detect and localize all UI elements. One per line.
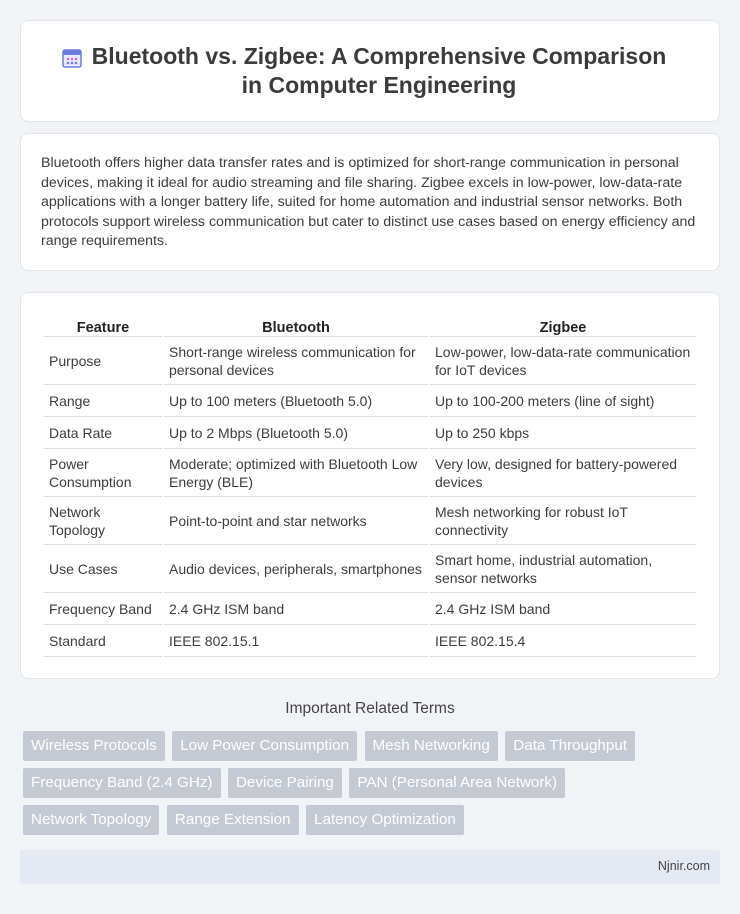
table-cell: Audio devices, peripherals, smartphones [164, 547, 428, 593]
table-cell: Short-range wireless communication for personal devices [164, 339, 428, 385]
table-cell: Low-power, low-data-rate communication for IoT devices [430, 339, 696, 385]
related-term-tag[interactable]: Mesh Networking [365, 731, 498, 761]
table-cell: IEEE 802.15.1 [164, 627, 428, 657]
table-cell: Moderate; optimized with Bluetooth Low Energy (BLE) [164, 451, 428, 497]
related-term-tag[interactable]: Wireless Protocols [23, 731, 165, 761]
related-terms-list [23, 731, 703, 842]
related-term-tag[interactable]: Frequency Band (2.4 GHz) [23, 768, 221, 798]
summary-text: Bluetooth offers higher data transfer rates and is optimized for short-range communication in personal devices, making it ideal for audio streaming and file sharing. Zigbee excels in low-power, low-data-rate applications with a longer battery life, suited for home automation and industrial sensor networks. Both protocols support wireless communication but cater to distinct use cases based on energy efficiency and range requirements. [41, 155, 696, 250]
table-cell: Range [44, 387, 162, 417]
related-terms-title: Important Related Terms [285, 700, 455, 717]
table-cell: 2.4 GHz ISM band [164, 595, 428, 625]
table-row [44, 387, 696, 417]
column-header: Feature [44, 313, 162, 337]
table-row [44, 419, 696, 449]
related-term-tag[interactable]: Range Extension [167, 805, 299, 835]
table-cell: Very low, designed for battery-powered devices [430, 451, 696, 497]
table-cell: Standard [44, 627, 162, 657]
table-cell: Up to 250 kbps [430, 419, 696, 449]
page-title: Bluetooth vs. Zigbee: A Comprehensive Comparison in Computer Engineering [91, 43, 667, 98]
table-cell: 2.4 GHz ISM band [430, 595, 696, 625]
table-row [44, 595, 696, 625]
related-term-tag[interactable]: Low Power Consumption [172, 731, 357, 761]
table-row [44, 339, 696, 385]
column-header: Bluetooth [164, 313, 428, 337]
table-cell: Smart home, industrial automation, sensor networks [430, 547, 696, 593]
related-term-tag[interactable]: Network Topology [23, 805, 159, 835]
table-cell: Purpose [44, 339, 162, 385]
table-row [44, 499, 696, 545]
table-cell: Network Topology [44, 499, 162, 545]
table-cell: Data Rate [44, 419, 162, 449]
table-row [44, 547, 696, 593]
table-cell: IEEE 802.15.4 [430, 627, 696, 657]
table-cell: Frequency Band [44, 595, 162, 625]
comparison-table [42, 311, 698, 659]
table-cell: Up to 100-200 meters (line of sight) [430, 387, 696, 417]
related-term-tag[interactable]: PAN (Personal Area Network) [349, 768, 565, 798]
table-cell: Up to 2 Mbps (Bluetooth 5.0) [164, 419, 428, 449]
title-card [20, 20, 720, 122]
footer [20, 850, 720, 884]
footer-brand[interactable]: Njnir.com [657, 859, 710, 873]
related-term-tag[interactable]: Device Pairing [228, 768, 342, 798]
table-cell: Use Cases [44, 547, 162, 593]
related-term-tag[interactable]: Data Throughput [505, 731, 635, 761]
table-cell: Power Consumption [44, 451, 162, 497]
table-row [44, 627, 696, 657]
column-header: Zigbee [430, 313, 696, 337]
table-header-row [44, 313, 696, 337]
comparison-table-card [20, 292, 720, 679]
table-cell: Point-to-point and star networks [164, 499, 428, 545]
related-term-tag[interactable]: Latency Optimization [306, 805, 464, 835]
table-cell: Up to 100 meters (Bluetooth 5.0) [164, 387, 428, 417]
summary-card [20, 133, 720, 271]
table-cell: Mesh networking for robust IoT connectivity [430, 499, 696, 545]
table-row [44, 451, 696, 497]
